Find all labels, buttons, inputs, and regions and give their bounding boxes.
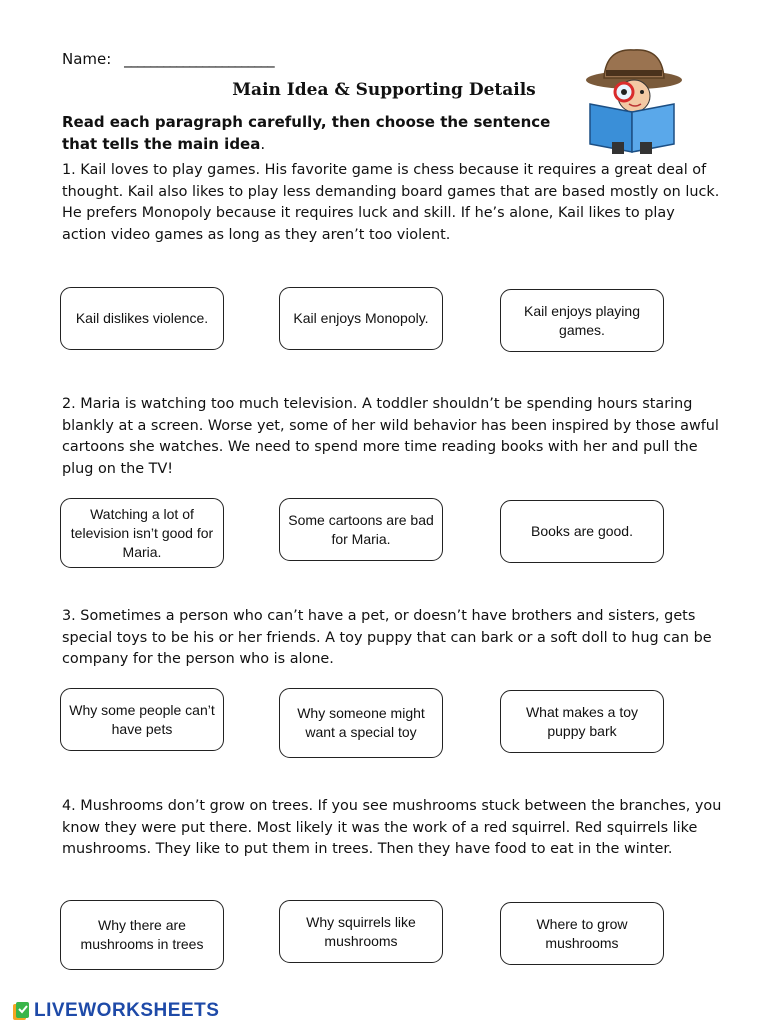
q2-choice-b[interactable]: Some cartoons are bad for Maria.: [279, 498, 443, 561]
liveworksheets-logo: [10, 1000, 219, 1022]
q1-choice-c[interactable]: Kail enjoys playing games.: [500, 289, 664, 352]
q4-choice-a[interactable]: Why there are mushrooms in trees: [60, 900, 224, 970]
question-4-paragraph: 4. Mushrooms don’t grow on trees. If you see mushrooms stuck between the branches, you know they were put there. Most likely it was the work of a red squirrel. Red squirrels like mushrooms. They like to put them in trees. Then they have food to eat in the winter.: [62, 798, 722, 857]
q2-choice-a[interactable]: Watching a lot of television isn’t good for Maria.: [60, 498, 224, 568]
q4-choice-b[interactable]: Why squirrels like mushrooms: [279, 900, 443, 963]
page-title: Main Idea & Supporting Details: [232, 80, 536, 100]
q1-choice-b[interactable]: Kail enjoys Monopoly.: [279, 287, 443, 350]
instructions-end: .: [260, 135, 266, 153]
footer-brand: LIVEWORKSHEETS: [34, 1000, 220, 1021]
instructions: [62, 111, 562, 155]
question-1-paragraph: 1. Kail loves to play games. His favorite game is chess because it requires a great deal of thought. Kail also likes to play less demanding board games that are based mostly on luck. He prefers Monopoly because it requires luck and skill. If he’s alone, Kail likes to play action video games as long as they aren’t too violent.: [62, 162, 720, 243]
name-blank: _______________________: [124, 50, 274, 68]
detective-icon: [582, 42, 692, 157]
name-label: Name:: [62, 50, 112, 68]
question-2-paragraph: 2. Maria is watching too much television. A toddler shouldn’t be spending hours staring blankly at a screen. Worse yet, some of her wild behavior has been inspired by those awful cartoons she watches. We need to spend more time reading books with her and pull the plug on the TV!: [62, 396, 719, 477]
q1-choice-a[interactable]: Kail dislikes violence.: [60, 287, 224, 350]
name-field[interactable]: [62, 50, 274, 68]
q4-choice-c[interactable]: Where to grow mushrooms: [500, 902, 664, 965]
q2-choice-c[interactable]: Books are good.: [500, 500, 664, 563]
instructions-bold: Read each paragraph carefully, then choose the sentence that tells the main idea: [62, 113, 551, 153]
q3-choice-c[interactable]: What makes a toy puppy bark: [500, 690, 664, 753]
question-3-paragraph: 3. Sometimes a person who can’t have a pet, or doesn’t have brothers and sisters, gets special toys to be his or her friends. A toy puppy that can bark or a soft doll to hug can be company for the person who is alone.: [62, 608, 712, 667]
q3-choice-a[interactable]: Why some people can’t have pets: [60, 688, 224, 751]
liveworksheets-logo-icon: [10, 1000, 32, 1022]
q3-choice-b[interactable]: Why someone might want a special toy: [279, 688, 443, 758]
